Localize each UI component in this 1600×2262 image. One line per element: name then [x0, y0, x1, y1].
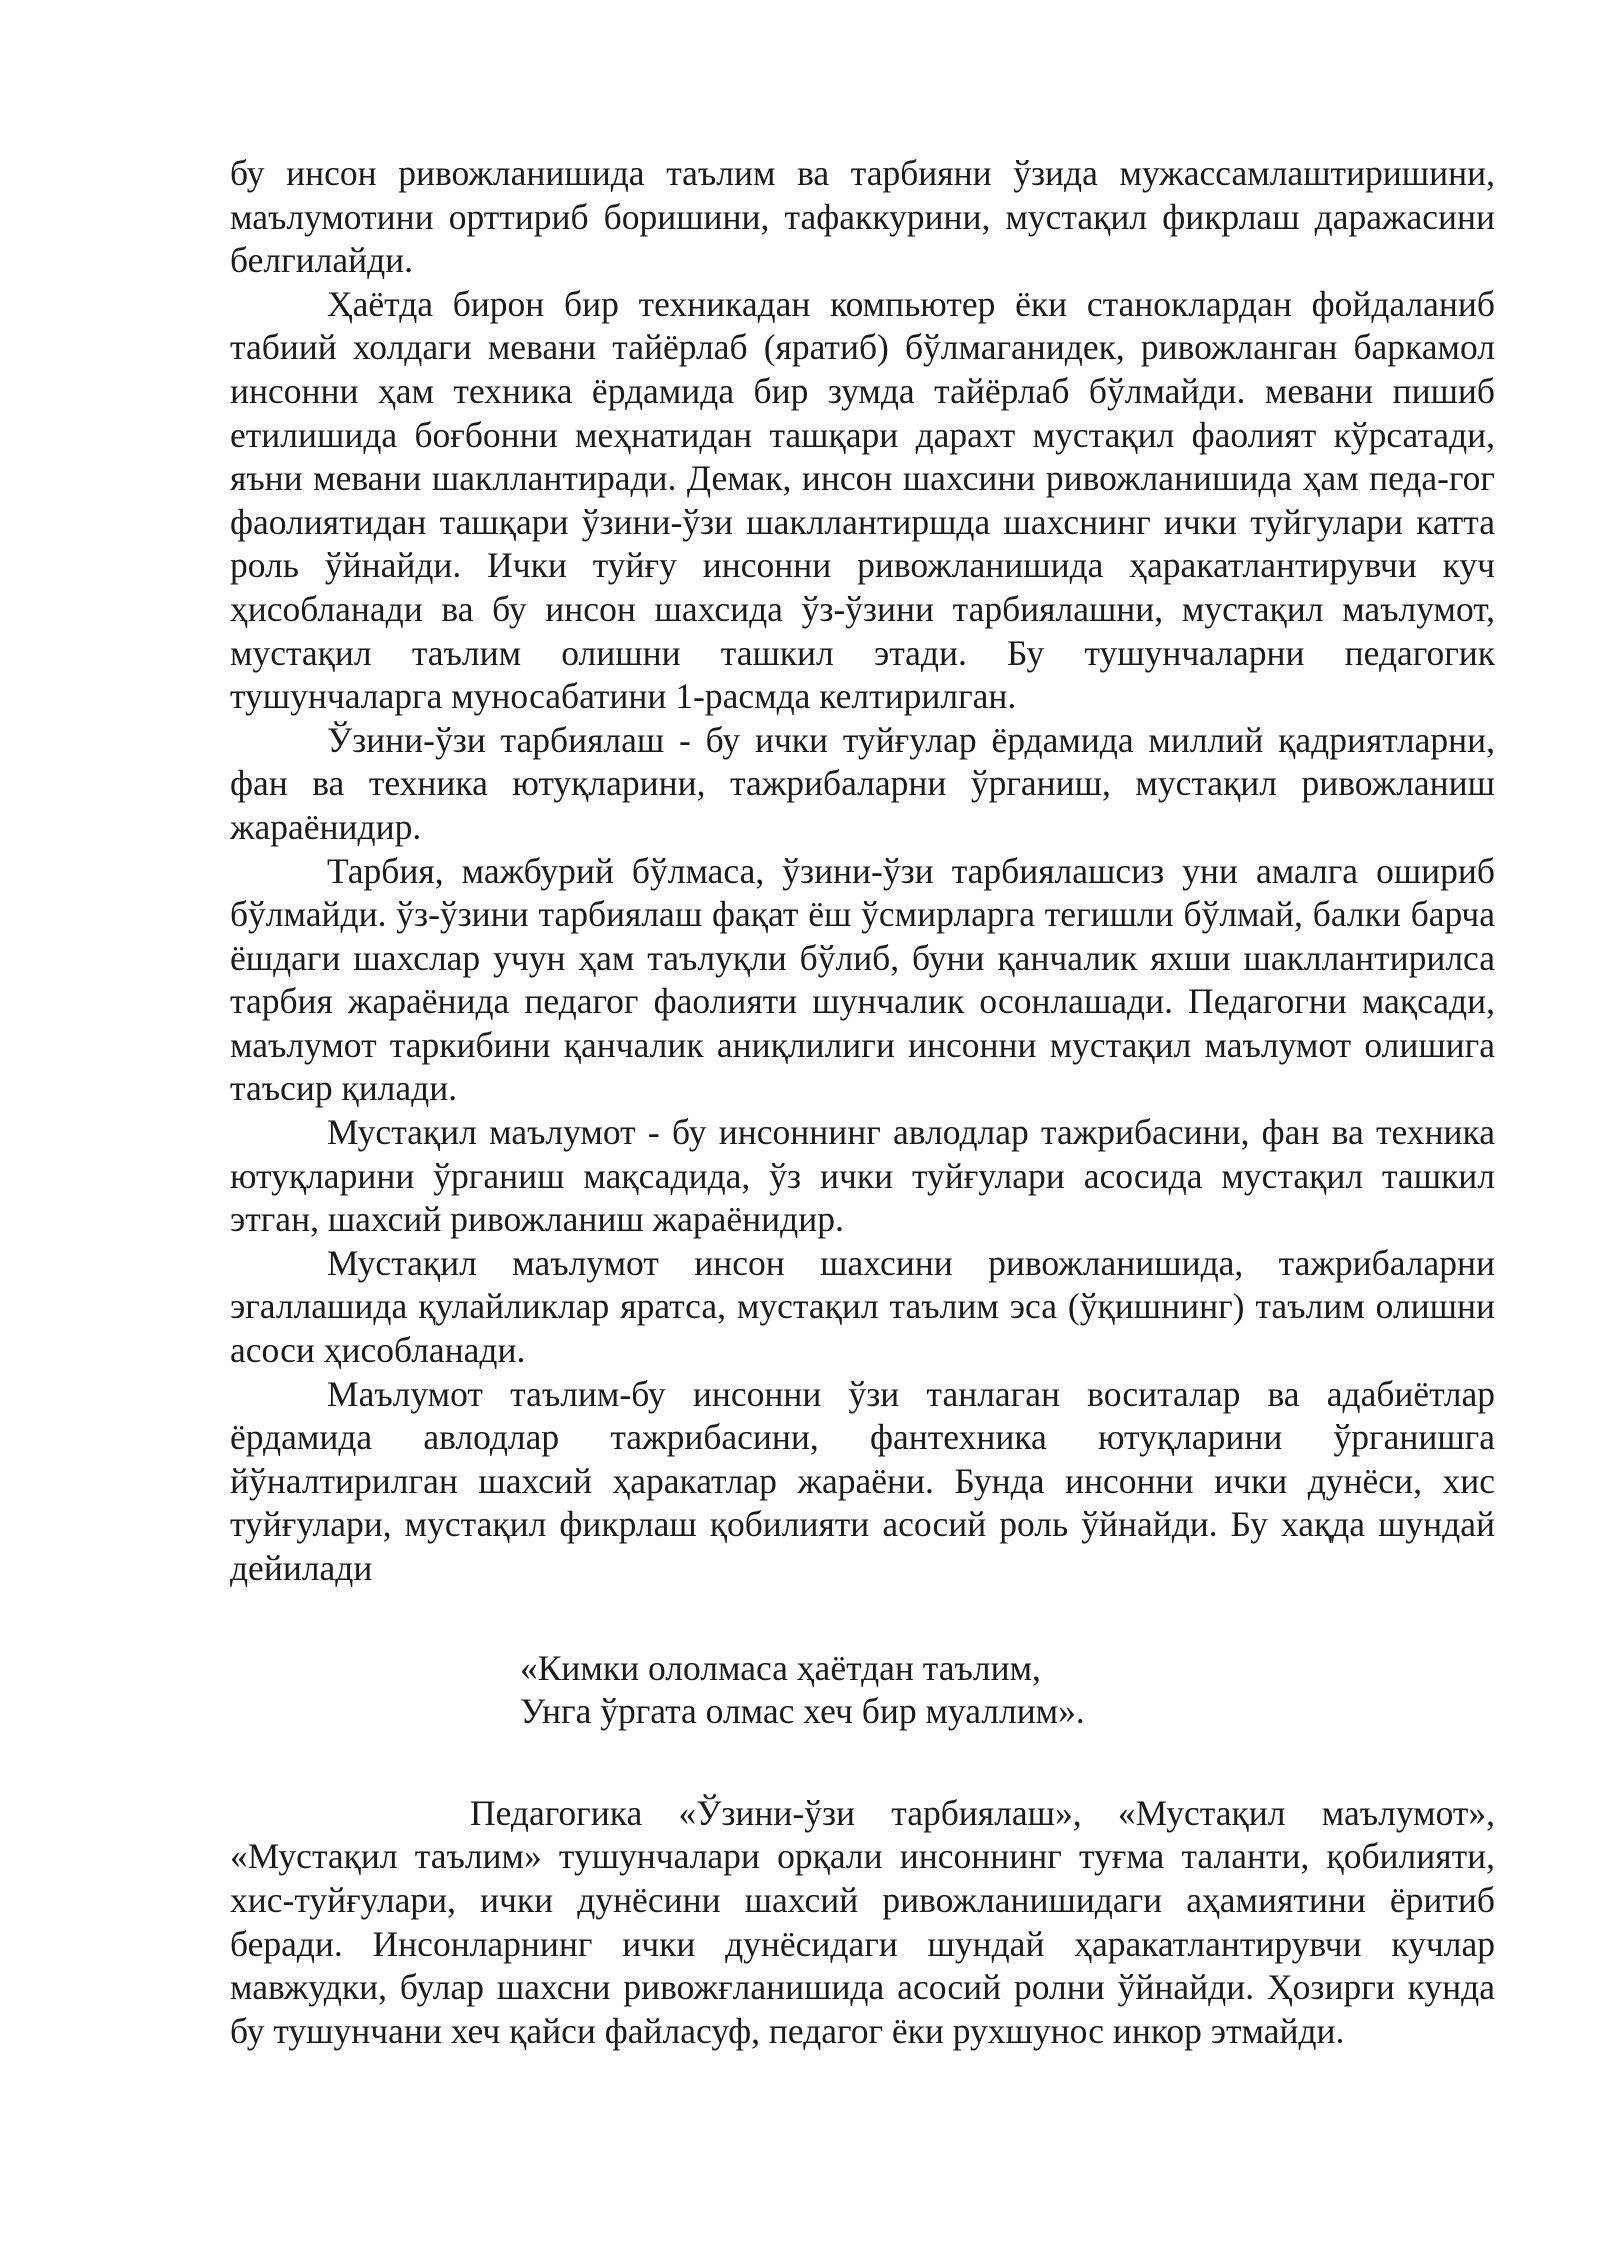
document-page — [230, 152, 1495, 2053]
closing-paragraph: Педагогика «Ўзини-ўзи тарбиялаш», «Мустақил маълумот», «Мустақил таълим» тушунчалари орқали инсоннинг туғма таланти, қобилияти, хис-туйғулари, ички дунёсини шахсий ривожланишидаги аҳамиятини ёритиб беради. Инсонларнинг ички дунёсидаги шундай ҳаракатлантирувчи кучлар мавжудки, булар шахсни ривожғланишида асосий ролни ўйнайди. Ҳозирги кунда бу тушунчани хеч қайси файласуф, педагог ёки рухшунос инкор этмайди. — [230, 1792, 1495, 2051]
poem-quote — [520, 1647, 1495, 1734]
paragraph-4: Тарбия, мажбурий бўлмаса, ўзини-ўзи тарбиялашсиз уни амалга ошириб бўлмайди. ўз-ўзини тарбиялаш фақат ёш ўсмирларга тегишли бўлмай, балки барча ёшдаги шахслар учун ҳам таълуқли бўлиб, буни қанчалик яхши шакллантирилса тарбия жараёнида педагог фаолияти шунчалик осонлашади. Педагогни мақсади, маълумот таркибини қанчалик аниқлилиги инсонни мустақил маълумот олишига таъсир қилади. — [230, 850, 1495, 1109]
paragraph-2: Ҳаётда бирон бир техникадан компьютер ёки станоклардан фойдаланиб табиий холдаги мевани тайёрлаб (яратиб) бўлмаганидек, ривожланган баркамол инсонни ҳам техника ёрдамида бир зумда тайёрлаб бўлмайди. мевани пишиб етилишида боғбонни меҳнатидан ташқари дарахт мустақил фаолият кўрсатади, яъни мевани шакллантиради. Демак, инсон шахсини ривожланишида ҳам педа-гог фаолиятидан ташқари ўзини-ўзи шакллантиршда шахснинг ички туйгулари катта роль ўйнайди. Ички туйғу инсонни ривожланишида ҳаракатлантирувчи куч ҳисобланади ва бу инсон шахсида ўз-ўзини тарбиялашни, мустақил маълумот, мустақил таълим олишни ташкил этади. Бу тушунчаларни педагогик тушунчаларга муносабатини 1-расмда келтирилган. — [230, 283, 1495, 717]
paragraph-7: Маълумот таълим-бу инсонни ўзи танлаган воситалар ва адабиётлар ёрдамида авлодлар тажрибасини, фантехника ютуқларини ўрганишга йўналтирилган шахсий ҳаракатлар жараёни. Бунда инсонни ички дунёси, хис туйғулари, мустақил фикрлаш қобилияти асосий роль ўйнайди. Бу хақда шундай дейилади — [230, 1373, 1495, 1588]
poem-line-2: Унга ўргата олмас хеч бир муаллим». — [520, 1691, 1085, 1732]
paragraph-3: Ўзини-ўзи тарбиялаш - бу ички туйғулар ёрдамида миллий қадриятларни, фан ва техника ютуқларини, тажрибаларни ўрганиш, мустақил ривожланиш жараёнидир. — [230, 719, 1495, 847]
paragraph-5: Мустақил маълумот - бу инсоннинг авлодлар тажрибасини, фан ва техника ютуқларини ўрганиш мақсадида, ўз ички туйғулари асосида мустақил ташкил этган, шахсий ривожланиш жараёнидир. — [230, 1112, 1495, 1240]
paragraph-1: бу инсон ривожланишида таълим ва тарбияни ўзида мужассамлаштиришини, маълумотини орттириб боришини, тафаккурини, мустақил фикрлаш даражасини белгилайди. — [230, 153, 1495, 281]
paragraph-6: Мустақил маълумот инсон шахсини ривожланишида, тажрибаларни эгаллашида қулайликлар яратса, мустақил таълим эса (ўқишнинг) таълим олишни асоси ҳисобланади. — [230, 1242, 1495, 1371]
poem-line-1: «Кимки ололмаса ҳаётдан таълим, — [520, 1647, 1041, 1688]
